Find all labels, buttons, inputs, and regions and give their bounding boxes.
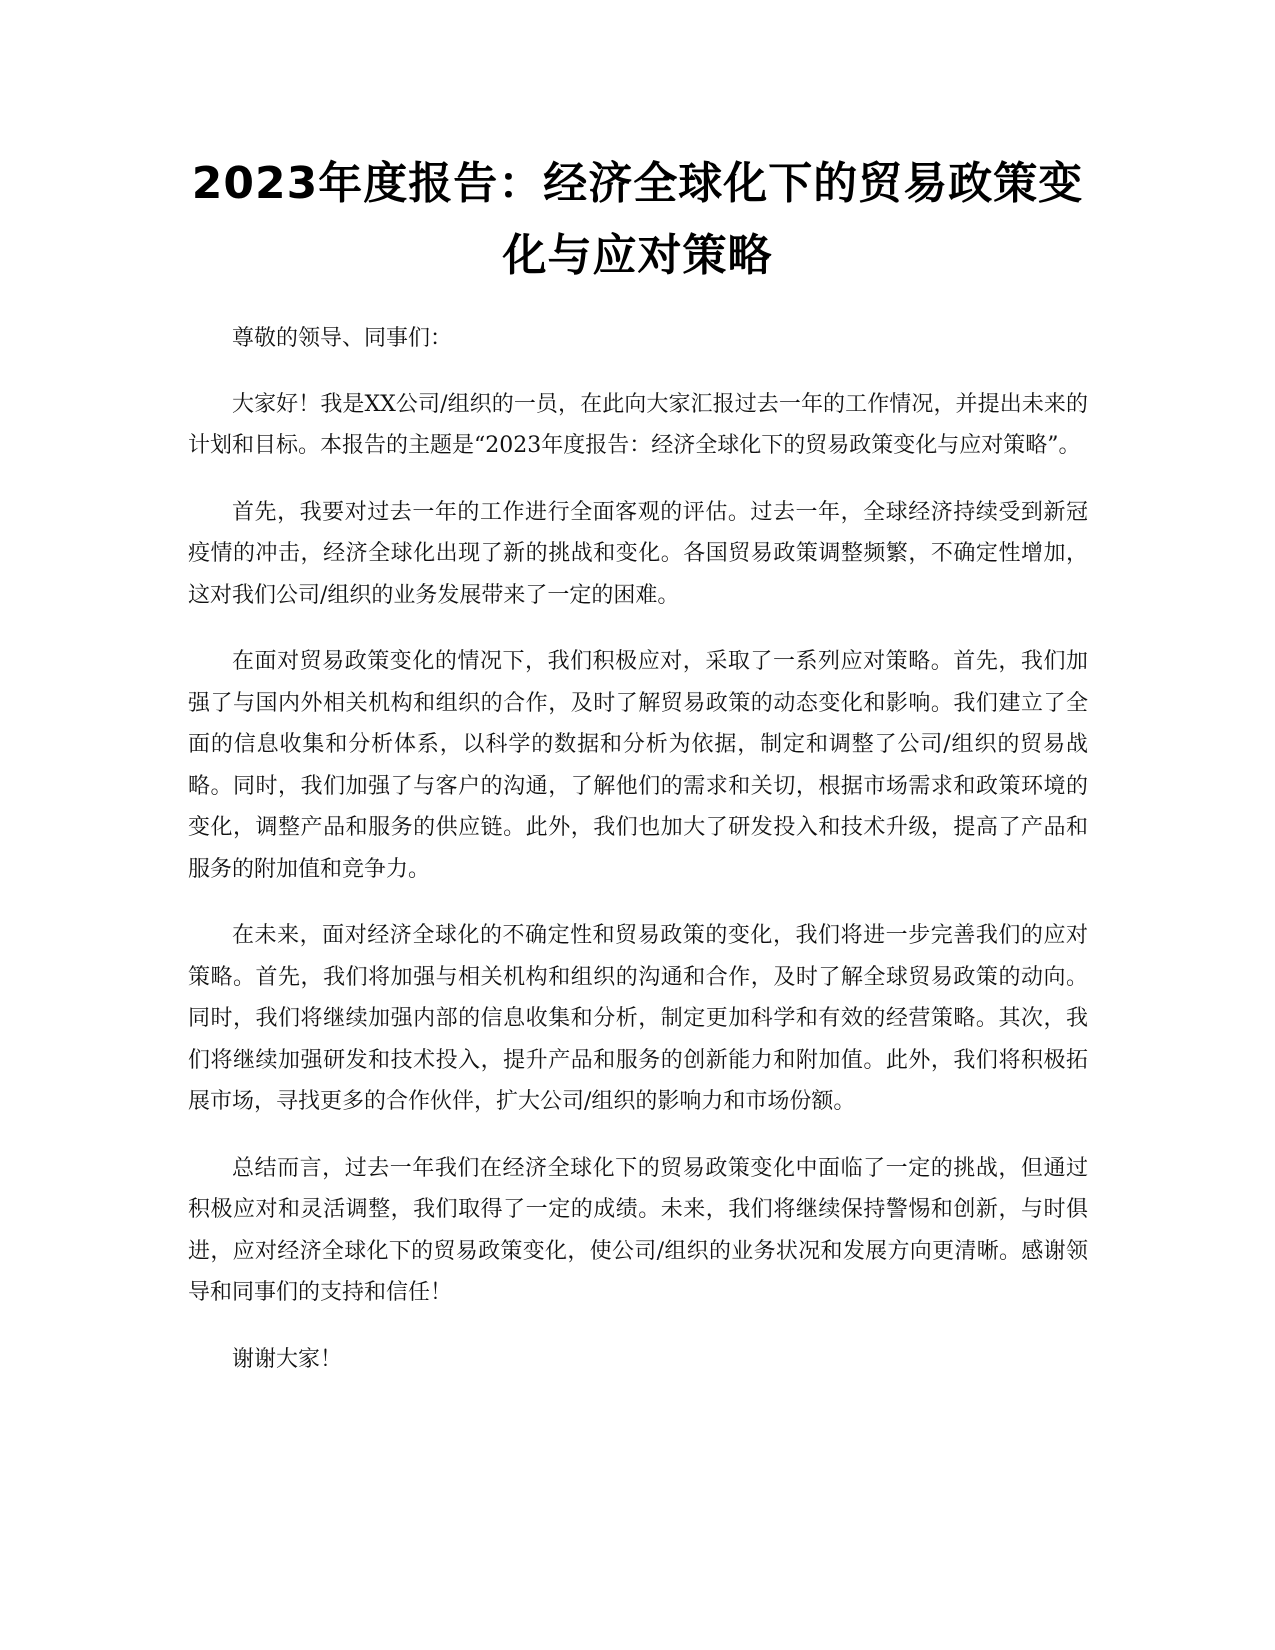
salutation: 尊敬的领导、同事们： bbox=[232, 326, 453, 351]
paragraph-evaluation: 首先，我要对过去一年的工作进行全面客观的评估。过去一年，全球经济持续受到新冠疫情的冲击，经济全球化出现了新的挑战和变化。各国贸易政策调整频繁，不确定性增加，这对我们公司/组织的业务发展带来了一定的困难。 bbox=[188, 499, 1088, 608]
paragraph-summary: 总结而言，过去一年我们在经济全球化下的贸易政策变化中面临了一定的挑战，但通过积极应对和灵活调整，我们取得了一定的成绩。未来，我们将继续保持警惕和创新，与时俱进，应对经济全球化下的贸易政策变化，使公司/组织的业务状况和发展方向更清晰。感谢领导和同事们的支持和信任！ bbox=[188, 1155, 1088, 1305]
document-title: 2023年度报告：经济全球化下的贸易政策变化与应对策略 bbox=[191, 158, 1084, 281]
closing-line: 谢谢大家！ bbox=[232, 1346, 343, 1372]
paragraph-response-strategies: 在面对贸易政策变化的情况下，我们积极应对，采取了一系列应对策略。首先，我们加强了与国内外相关机构和组织的合作，及时了解贸易政策的动态变化和影响。我们建立了全面的信息收集和分析体系，以科学的数据和分析为依据，制定和调整了公司/组织的贸易战略。同时，我们加强了与客户的沟通，了解他们的需求和关切，根据市场需求和政策环境的变化，调整产品和服务的供应链。此外，我们也加大了研发投入和技术升级，提高了产品和服务的附加值和竞争力。 bbox=[188, 649, 1088, 882]
paragraph-future-plans: 在未来，面对经济全球化的不确定性和贸易政策的变化，我们将进一步完善我们的应对策略。首先，我们将加强与相关机构和组织的沟通和合作，及时了解全球贸易政策的动向。同时，我们将继续加强内部的信息收集和分析，制定更加科学和有效的经营策略。其次，我们将继续加强研发和技术投入，提升产品和服务的创新能力和附加值。此外，我们将积极拓展市场，寻找更多的合作伙伴，扩大公司/组织的影响力和市场份额。 bbox=[188, 923, 1088, 1114]
document-body bbox=[188, 318, 1088, 1405]
paragraph-intro: 大家好！我是XX公司/组织的一员，在此向大家汇报过去一年的工作情况，并提出未来的计划和目标。本报告的主题是“2023年度报告：经济全球化下的贸易政策变化与应对策略”。 bbox=[188, 391, 1088, 458]
